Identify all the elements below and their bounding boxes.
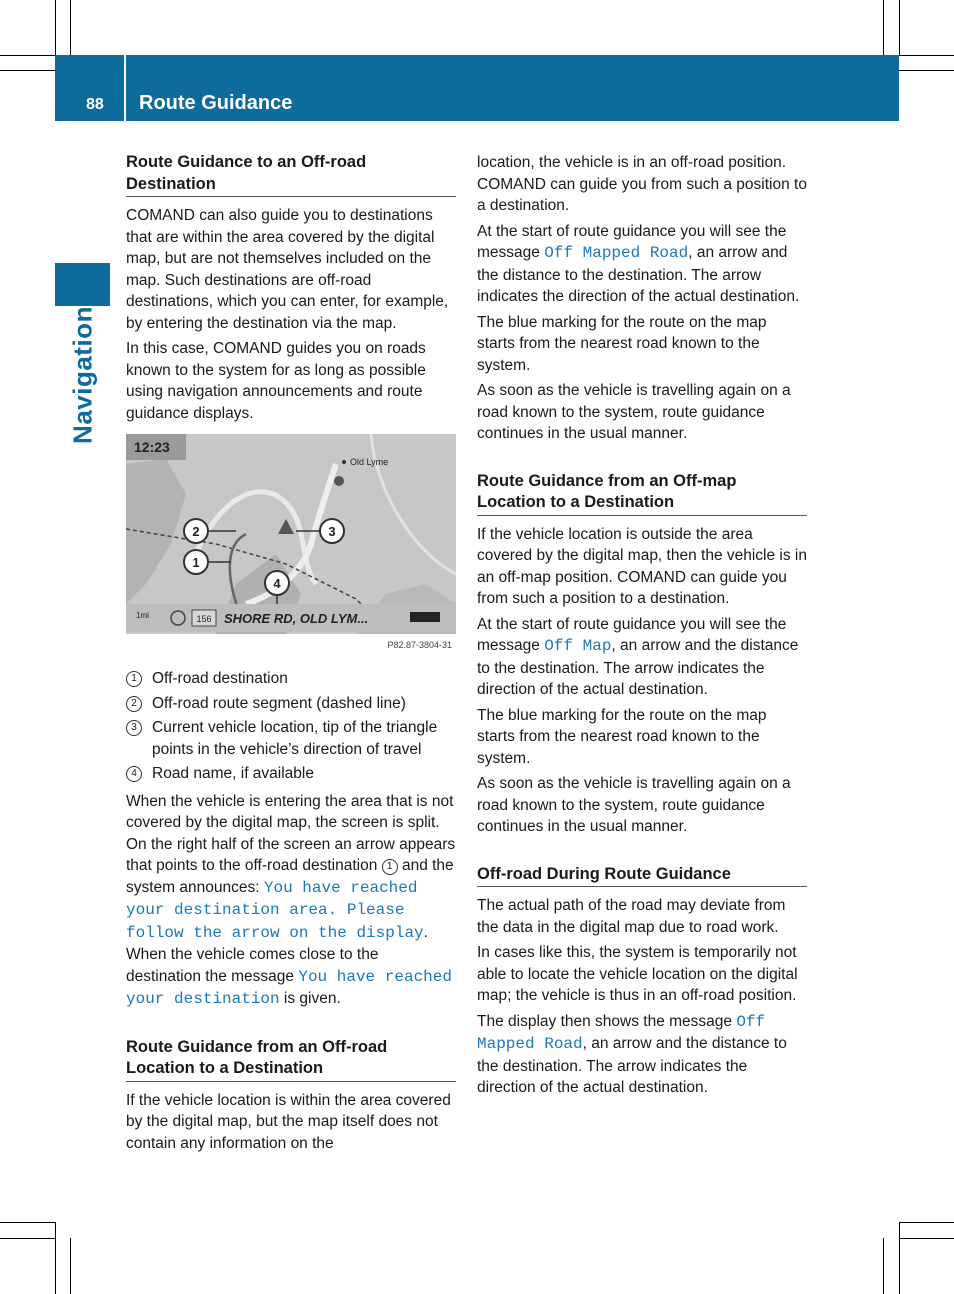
paragraph: The display then shows the message Off Mapped Road, an arrow and the distance to the destination. The arrow indicates the direction of the actual destination.: [477, 1012, 787, 1096]
legend-list: [126, 668, 456, 785]
callout-1: [184, 550, 208, 574]
heading-offroad-destination: Route Guidance to an Off-road Destination: [126, 152, 456, 197]
legend-item: 1 Off-road destination: [126, 668, 456, 690]
right-column: [477, 152, 807, 1103]
map-figure: [126, 434, 456, 656]
system-message: Off Map: [544, 637, 612, 655]
crop-mark: [899, 0, 900, 55]
paragraph: The blue marking for the route on the map starts from the nearest road known to the system.: [477, 313, 767, 374]
legend-number: 1: [126, 671, 142, 687]
paragraph: location, the vehicle is in an off-road position. COMAND can guide you from such a position to a destination.: [477, 154, 807, 214]
crop-mark: [0, 55, 55, 56]
crop-mark: [70, 0, 71, 55]
paragraph: COMAND can also guide you to destinations that are within the area covered by the digital map, but are not themselves included on the map. Such destinations are off-road destinations, which you can enter, for example, by entering the destination via the map.: [126, 207, 449, 332]
side-tab-marker: [55, 263, 110, 306]
inline-callout: 1: [382, 859, 398, 875]
svg-text:2: 2: [192, 524, 200, 539]
heading-offroad-during-guidance: Off-road During Route Guidance: [477, 864, 807, 888]
crop-mark: [55, 1222, 56, 1294]
paragraph: In cases like this, the system is temporarily not able to locate the vehicle location on the digital map; the vehicle is thus in an off-road position.: [477, 944, 798, 1004]
crop-mark: [899, 1222, 954, 1223]
callout-4: [265, 571, 289, 595]
legend-item: 4 Road name, if available: [126, 763, 456, 785]
legend-number: 4: [126, 766, 142, 782]
svg-text:3: 3: [328, 524, 336, 539]
legend-item: 3 Current vehicle location, tip of the triangle points in the vehicle’s direction of travel: [126, 717, 456, 760]
system-message: You have reached your destination: [126, 967, 452, 1008]
crop-mark: [899, 1238, 954, 1239]
speed-label: 156: [196, 614, 212, 624]
crop-mark: [899, 1222, 900, 1294]
system-message: You have reached your destination area. Please follow the arrow on the display: [126, 878, 424, 942]
paragraph: As soon as the vehicle is travelling again on a road known to the system, route guidance continues in the usual manner.: [477, 775, 791, 835]
paragraph: At the start of route guidance you will see the message Off Mapped Road, an arrow and the distance to the destination. The arrow indicates the direction of the actual destination.: [477, 222, 800, 305]
side-tab-label: Navigation: [67, 306, 98, 444]
paragraph: If the vehicle location is outside the area covered by the digital map, then the vehicle is in an off-map position. COMAND can guide you from such a position to a destination.: [477, 525, 807, 607]
system-message: Off Mapped Road: [477, 1012, 766, 1053]
paragraph: If the vehicle location is within the area covered by the digital map, but the map itself does not contain any information on the: [126, 1091, 451, 1152]
crop-mark: [70, 1238, 71, 1294]
page-number: 88: [86, 96, 104, 113]
callout-3: [320, 519, 344, 543]
clock-text: 12:23: [134, 439, 170, 455]
crop-mark: [0, 70, 55, 71]
figure-code: P82.87-3804-31: [387, 639, 452, 650]
paragraph: As soon as the vehicle is travelling again on a road known to the system, route guidance continues in the usual manner.: [477, 382, 791, 442]
road-name: SHORE RD, OLD LYM...: [224, 611, 369, 626]
svg-text:4: 4: [273, 576, 281, 591]
paragraph: At the start of route guidance you will see the message Off Map, an arrow and the distance to the destination. The arrow indicates the direction of the actual destination.: [477, 615, 799, 698]
crop-mark: [899, 70, 954, 71]
crop-mark: [883, 0, 884, 55]
section-title: Route Guidance: [139, 92, 293, 114]
scale-label: 1mi: [136, 611, 149, 620]
map-screen: [126, 434, 456, 656]
paragraph: In this case, COMAND guides you on roads known to the system for as long as possible using navigation announcements and route guidance displays.: [126, 340, 426, 422]
legend-number: 2: [126, 696, 142, 712]
place-marker: [334, 476, 344, 486]
signal-bars-icon: [410, 612, 440, 622]
system-message: Off Mapped Road: [544, 244, 689, 262]
heading-offmap-location: Route Guidance from an Off-map Location to a Destination: [477, 471, 807, 516]
crop-mark: [55, 0, 56, 55]
header-divider: [124, 55, 126, 121]
crop-mark: [0, 1238, 55, 1239]
paragraph: The blue marking for the route on the map starts from the nearest road known to the system.: [477, 706, 767, 767]
legend-number: 3: [126, 720, 142, 736]
crop-mark: [883, 1238, 884, 1294]
callout-2: [184, 519, 208, 543]
crop-mark: [0, 1222, 55, 1223]
paragraph: When the vehicle is entering the area that is not covered by the digital map, the screen is split. On the right half of the screen an arrow appears that points to the off-road destination 1 and the system announces: You have reached your destination area. Please follow the arrow on the display. When the vehicle comes close to the destination the message You have reached your destination is given.: [126, 792, 456, 1008]
heading-offroad-location: Route Guidance from an Off-road Location to a Destination: [126, 1037, 456, 1082]
svg-text:1: 1: [192, 555, 200, 570]
legend-item: 2 Off-road route segment (dashed line): [126, 693, 456, 715]
crop-mark: [899, 55, 954, 56]
left-column: [126, 152, 456, 1158]
place-label: Old Lyme: [350, 457, 389, 467]
paragraph: The actual path of the road may deviate from the data in the digital map due to road work.: [477, 897, 786, 936]
